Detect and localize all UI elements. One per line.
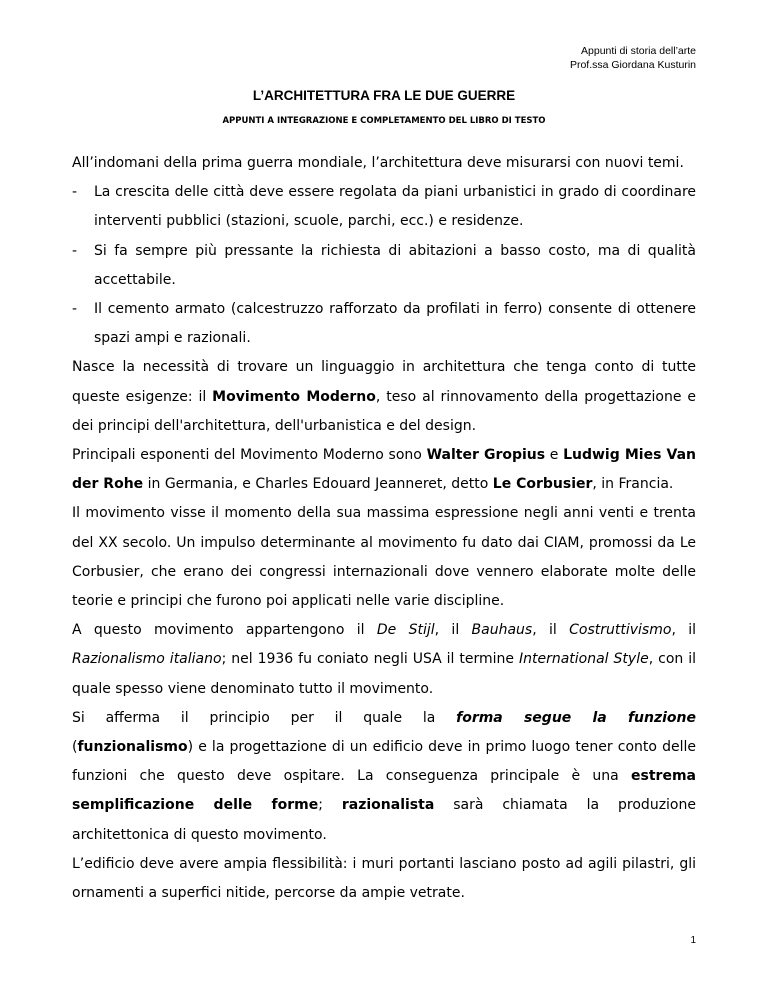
ciam-paragraph: Il movimento visse il momento della sua massima espressione negli anni venti e trenta del XX secolo. Un impulso determinante al movimento fu dato dai CIAM, promossi da Le Corbusier, che erano dei congressi internazionali dove vennero elaborate molte delle teorie e principi che furono poi applicati nelle varie discipline. [72, 505, 696, 610]
italic-term: International Style [518, 651, 649, 668]
list-dash: - [72, 301, 78, 318]
bold-term: razionalista [341, 797, 435, 814]
italic-term: Bauhaus [471, 622, 533, 639]
text-run: , con il quale spesso viene denominato tutto il movimento. [72, 651, 696, 697]
text-run: ( [72, 739, 78, 756]
document-title: L’ARCHITETTURA FRA LE DUE GUERRE [252, 88, 516, 103]
bold-term: Movimento Moderno [212, 388, 376, 405]
italic-term: De Stijl [376, 622, 435, 639]
text-run: , il [532, 622, 570, 639]
italic-term: Costruttivismo [569, 622, 672, 639]
text-run: ; nel 1936 fu coniato negli USA il termine [221, 651, 519, 668]
intro-paragraph: All’indomani della prima guerra mondiale, l’architettura deve misurarsi con nuovi temi. [72, 155, 684, 171]
funzionalismo-paragraph [72, 704, 696, 850]
list-item [72, 178, 696, 236]
list-item-text: Il cemento armato (calcestruzzo rafforzato da profilati in ferro) consente di ottenere spazi ampi e razionali. [94, 301, 696, 347]
document-body [72, 149, 696, 908]
header-teacher: Prof.ssa Giordana Kusturin [569, 59, 696, 71]
text-run: , in Francia. [592, 476, 674, 493]
text-run: A questo movimento appartengono il [72, 622, 377, 639]
bold-term: Ludwig Mies Van der Rohe [72, 447, 697, 493]
text-run: Nasce la necessità di trovare un linguaggio in architettura che tenga conto di tutte queste esigenze: il [72, 359, 696, 405]
text-run: Si afferma il principio per il quale la [72, 709, 457, 726]
list-item [72, 295, 696, 353]
text-run: , il [434, 622, 472, 639]
header-course: Appunti di storia dell’arte [581, 45, 696, 57]
bold-term: estrema semplificazione delle forme [72, 768, 696, 814]
text-run: ; [318, 797, 342, 814]
flessibilita-paragraph: L’edificio deve avere ampia flessibilità: i muri portanti lasciano posto ad agili pilastri, gli ornamenti a superfici nitide, percorse da ampie vetrate. [72, 855, 696, 902]
esponenti-paragraph [72, 441, 696, 499]
list-item-text: La crescita delle città deve essere regolata da piani urbanistici in grado di coordinare interventi pubblici (stazioni, scuole, parchi, ecc.) e residenze. [94, 184, 696, 230]
list-dash: - [72, 242, 78, 259]
page-header [570, 44, 696, 72]
bold-italic-term: forma segue la funzione [456, 709, 696, 726]
funzionalismo-first-line [72, 704, 696, 733]
movimento-moderno-paragraph [72, 353, 696, 441]
bold-term: funzionalismo [77, 739, 188, 756]
italic-term: Razionalismo italiano [72, 651, 222, 668]
bold-term: Walter Gropius [426, 447, 546, 464]
list-item [72, 237, 696, 295]
list-item-text: Si fa sempre più pressante la richiesta di abitazioni a basso costo, ma di qualità accettabile. [94, 242, 696, 288]
correnti-paragraph [72, 616, 696, 704]
text-run: , teso al rinnovamento della progettazione e dei principi dell'architettura, dell'urbanistica e del design. [72, 388, 696, 434]
text-run: in Germania, e Charles Edouard Jeanneret, detto [143, 476, 493, 493]
text-run: , il [671, 622, 696, 639]
text-run: sarà chiamata la produzione architettonica di questo movimento. [72, 797, 696, 843]
bold-term: Le Corbusier [492, 476, 593, 493]
list-dash: - [72, 184, 78, 201]
document-subtitle: APPUNTI A INTEGRAZIONE E COMPLETAMENTO DEL LIBRO DI TESTO [222, 116, 546, 126]
text-run: e [545, 447, 564, 464]
page-number: 1 [690, 935, 696, 946]
text-run: ) e la progettazione di un edificio deve in primo luogo tener conto delle funzioni che questo deve ospitare. La conseguenza principale è una [72, 739, 696, 785]
text-run: Principali esponenti del Movimento Moderno sono [72, 447, 427, 464]
